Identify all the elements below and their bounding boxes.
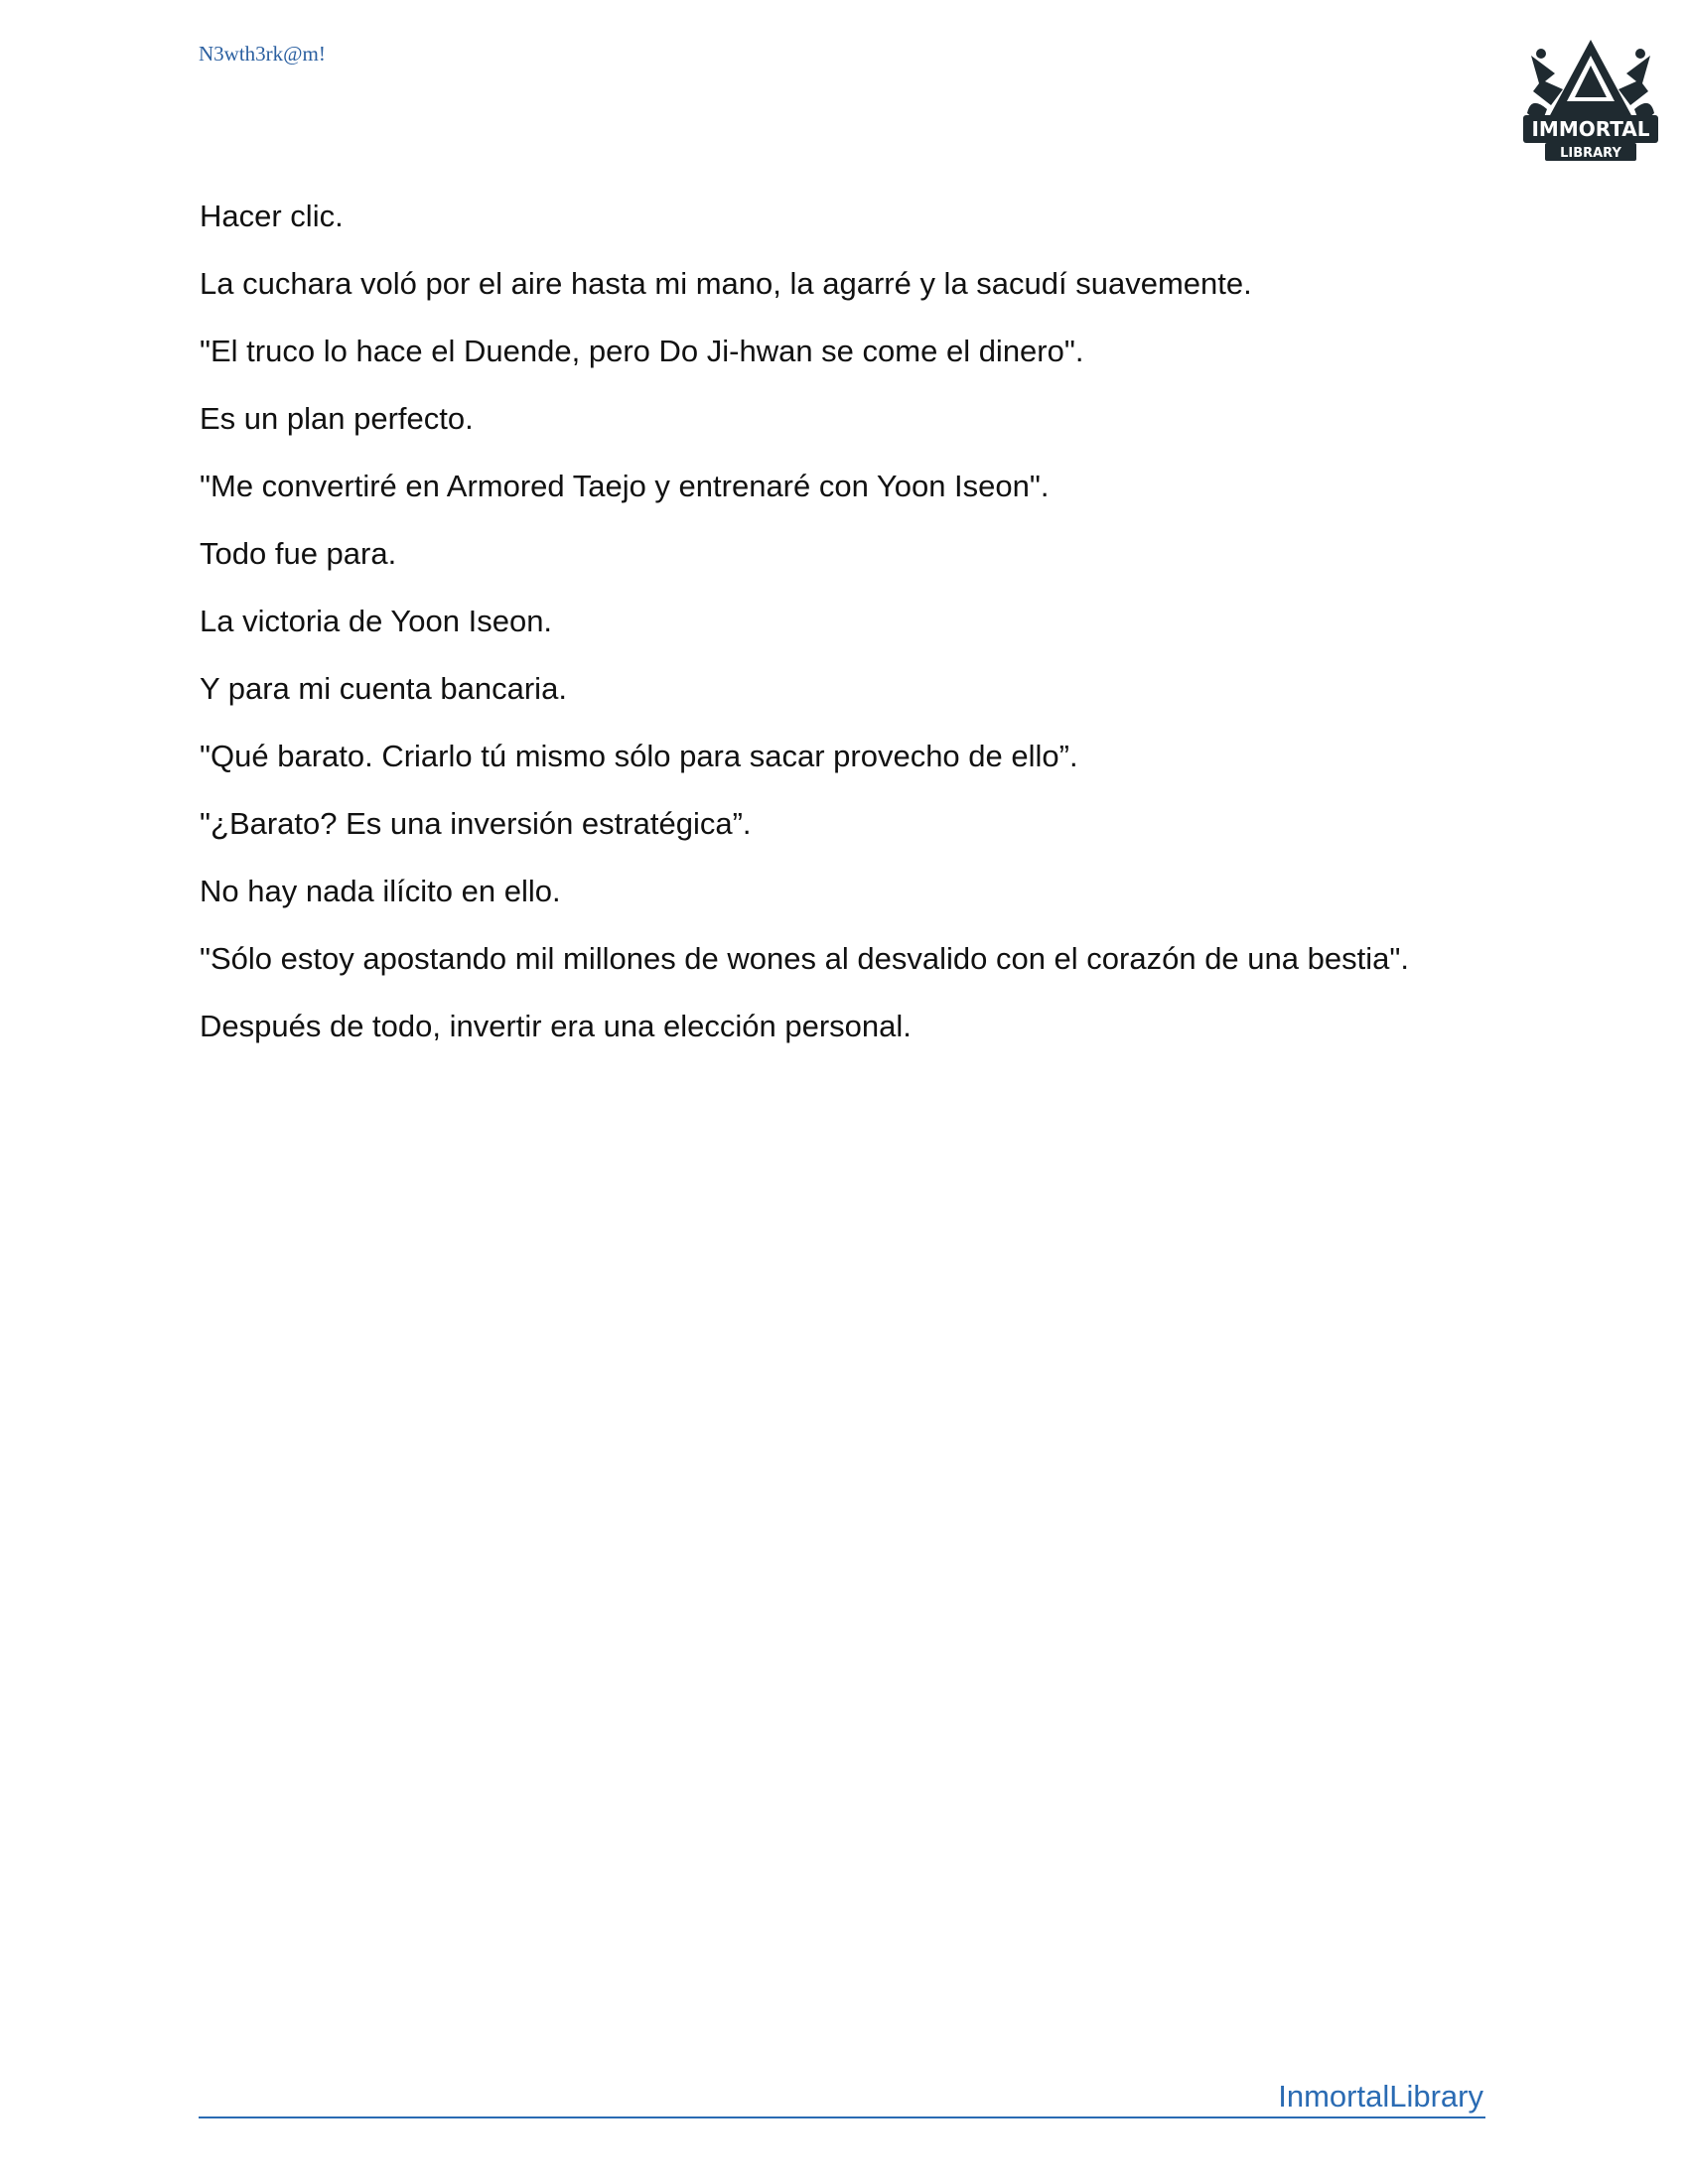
paragraph: Es un plan perfecto. — [200, 401, 474, 436]
header-code: N3wth3rk@m! — [199, 42, 326, 66]
paragraph: Todo fue para. — [200, 536, 397, 571]
paragraph: "Qué barato. Criarlo tú mismo sólo para sacar provecho de ello”. — [200, 739, 1078, 773]
footer-link[interactable]: InmortalLibrary — [1278, 2079, 1483, 2114]
paragraph: Después de todo, invertir era una elección personal. — [200, 1009, 912, 1043]
paragraph: "El truco lo hace el Duende, pero Do Ji-hwan se come el dinero". — [200, 334, 1084, 368]
paragraph: La victoria de Yoon Iseon. — [200, 604, 553, 638]
paragraph: No hay nada ilícito en ello. — [200, 874, 561, 908]
paragraph: "Sólo estoy apostando mil millones de wones al desvalido con el corazón de una bestia". — [200, 941, 1409, 976]
paragraph: "Me convertiré en Armored Taejo y entrenaré con Yoon Iseon". — [200, 469, 1050, 503]
immortal-library-logo — [1511, 26, 1670, 175]
paragraph: La cuchara voló por el aire hasta mi mano, la agarré y la sacudí suavemente. — [200, 266, 1252, 301]
paragraph: "¿Barato? Es una inversión estratégica”. — [200, 806, 752, 841]
logo-text-top: IMMORTAL — [1531, 117, 1650, 141]
document-body — [200, 197, 1421, 1074]
footer-divider — [199, 2116, 1485, 2118]
logo-text-bottom: LIBRARY — [1560, 146, 1621, 161]
paragraph: Y para mi cuenta bancaria. — [200, 671, 567, 706]
paragraph: Hacer clic. — [200, 199, 344, 233]
